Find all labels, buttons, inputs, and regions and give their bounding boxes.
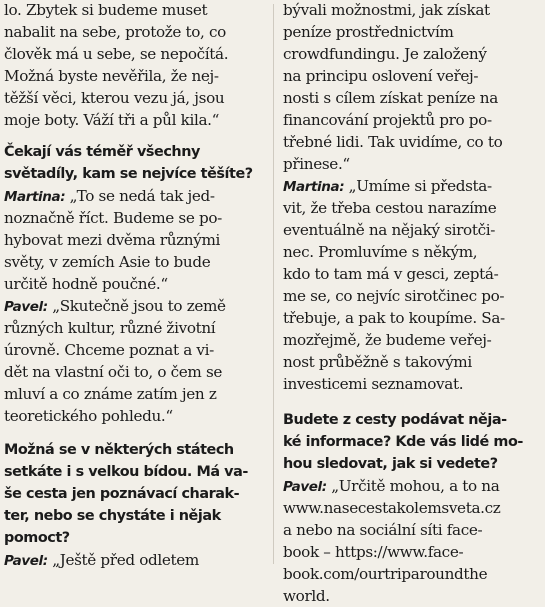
speaker-label: Martina: (283, 179, 345, 195)
text-line: eventuálně na nějaký sirotči- (283, 221, 496, 239)
text-line: nost průběžně s takovými (283, 353, 472, 371)
question-line: še cesta jen poznávací charak- (4, 486, 240, 502)
answer-line (4, 296, 226, 317)
answer-line (4, 186, 215, 207)
question-line: Budete z cesty podávat něja- (283, 412, 507, 428)
text-line: lo. Zbytek si budeme muset (4, 1, 208, 19)
question-line: hou sledovat, jak si vedete? (283, 456, 498, 472)
text-line: třebné lidi. Tak uvidíme, co to (283, 133, 503, 151)
answer-text: „To se nedá tak jed- (65, 187, 215, 205)
text-line: Možná byste nevěřila, že nej- (4, 67, 219, 85)
text-line: úrovně. Chceme poznat a vi- (4, 341, 214, 359)
text-line: bývali možnostmi, jak získat (283, 1, 490, 19)
answer-text: „Skutečně jsou to země (47, 297, 226, 315)
question-line: ter, nebo se chystáte i nějak (4, 508, 221, 524)
text-line: nec. Promluvíme s někým, (283, 243, 478, 261)
text-line: world. (283, 587, 330, 605)
column-divider (273, 4, 274, 564)
text-line: financování projektů pro po- (283, 111, 492, 129)
text-line: book.com/ourtriparoundthe (283, 565, 488, 583)
text-line: mozřejmě, že budeme veřej- (283, 331, 492, 349)
text-line: vit, že třeba cestou narazíme (283, 199, 497, 217)
text-line: světy, v zemích Asie to bude (4, 253, 211, 271)
question-line: setkáte i s velkou bídou. Má va- (4, 464, 248, 480)
text-line: investicemi seznamovat. (283, 375, 464, 393)
text-line: crowdfundingu. Je založený (283, 45, 487, 63)
question-line: pomoct? (4, 530, 70, 546)
text-line: nabalit na sebe, protože to, co (4, 23, 226, 41)
text-line: a nebo na sociální síti face- (283, 521, 483, 539)
question-line: ké informace? Kde vás lidé mo- (283, 434, 523, 450)
answer-text: „Umíme si předsta- (344, 177, 492, 195)
speaker-label: Martina: (4, 189, 66, 205)
answer-line (283, 476, 499, 497)
answer-text: „Ještě před odletem (47, 551, 199, 569)
text-line: přinese.“ (283, 155, 350, 173)
text-line: book – https://www.face- (283, 543, 464, 561)
text-line: kdo to tam má v gesci, zeptá- (283, 265, 499, 283)
text-line: noznačně říct. Budeme se po- (4, 209, 222, 227)
text-line: moje boty. Váží tři a půl kila.“ (4, 111, 220, 129)
text-line: mluví a co známe zatím jen z (4, 385, 217, 403)
text-line: nosti s cílem získat peníze na (283, 89, 498, 107)
text-line: teoretického pohledu.“ (4, 407, 173, 425)
speaker-label: Pavel: (4, 299, 48, 315)
answer-text: „Určitě mohou, a to na (326, 477, 500, 495)
answer-line (4, 550, 199, 571)
question-line: Možná se v některých státech (4, 442, 234, 458)
text-line: těžší věci, kterou vezu já, jsou (4, 89, 225, 107)
question-line: světadíly, kam se nejvíce těšíte? (4, 166, 253, 182)
text-line: me se, co nejvíc sirotčinec po- (283, 287, 505, 305)
text-line: www.nasecestakolemsveta.cz (283, 499, 501, 517)
answer-line (283, 176, 492, 197)
text-line: hybovat mezi dvěma různými (4, 231, 221, 249)
text-line: na principu oslovení veřej- (283, 67, 479, 85)
text-line: člověk má u sebe, se nepočítá. (4, 45, 229, 63)
text-line: peníze prostřednictvím (283, 23, 454, 41)
text-line: určitě hodně poučné.“ (4, 275, 168, 293)
text-line: dět na vlastní oči to, o čem se (4, 363, 223, 381)
text-line: různých kultur, různé životní (4, 319, 216, 337)
text-line: třebuje, a pak to koupíme. Sa- (283, 309, 505, 327)
speaker-label: Pavel: (4, 553, 48, 569)
question-line: Čekají vás téměř všechny (4, 144, 200, 160)
speaker-label: Pavel: (283, 479, 327, 495)
